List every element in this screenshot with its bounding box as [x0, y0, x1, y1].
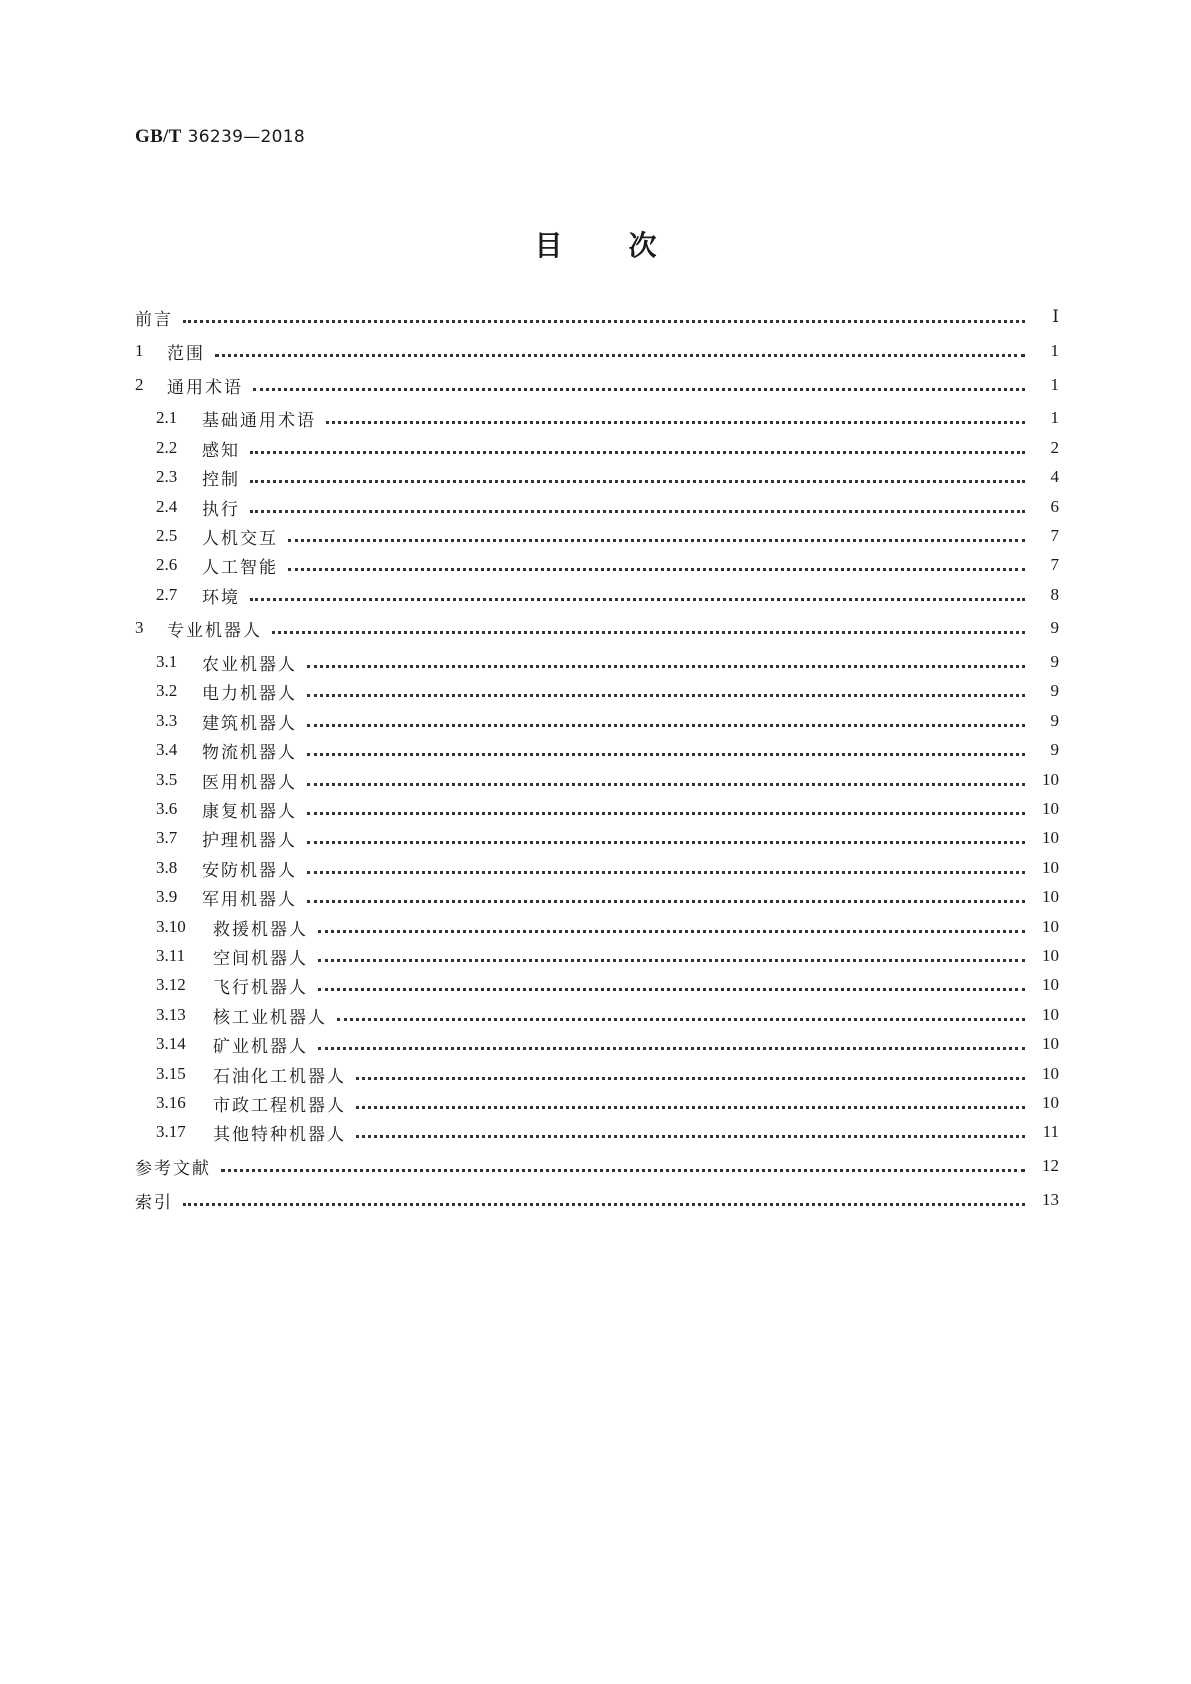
toc-entry-3-17[interactable]	[135, 1118, 1059, 1146]
dot-leader	[288, 538, 1025, 542]
dot-leader	[183, 319, 1025, 323]
toc-entry-1[interactable]	[135, 337, 1059, 365]
toc-number: 2.4	[156, 497, 178, 516]
toc-label: 救援机器人	[213, 919, 308, 940]
toc-page: 7	[1050, 555, 1059, 574]
dot-leader	[307, 870, 1025, 874]
toc-number: 3.3	[156, 711, 178, 730]
toc-page: 8	[1050, 585, 1059, 604]
toc-label: 电力机器人	[202, 683, 297, 704]
toc-label: 核工业机器人	[213, 1007, 327, 1028]
dot-leader	[356, 1105, 1025, 1109]
toc-page: 2	[1050, 438, 1059, 457]
toc-page: 12	[1042, 1156, 1059, 1175]
toc-entry-3-9[interactable]	[135, 883, 1059, 911]
toc-label: 矿业机器人	[213, 1036, 308, 1057]
toc-entry-index[interactable]	[135, 1186, 1059, 1214]
toc-page: 10	[1042, 858, 1059, 877]
toc-label: 执行	[202, 499, 240, 520]
toc-label: 基础通用术语	[202, 410, 316, 431]
toc-entry-3-13[interactable]	[135, 1001, 1059, 1029]
toc-page: 9	[1050, 618, 1059, 637]
toc-page: 7	[1050, 526, 1059, 545]
toc-page: 10	[1042, 1034, 1059, 1053]
toc-number: 3.13	[156, 1005, 186, 1024]
dot-leader	[337, 1017, 1025, 1021]
dot-leader	[356, 1076, 1025, 1080]
dot-leader	[272, 630, 1025, 634]
toc-label: 物流机器人	[202, 742, 297, 763]
toc-entry-3[interactable]	[135, 614, 1059, 642]
toc-entry-2-7[interactable]	[135, 581, 1059, 609]
toc-number: 3.12	[156, 975, 186, 994]
toc-label: 飞行机器人	[213, 977, 308, 998]
title-char-1: 目	[534, 229, 563, 262]
toc-entry-3-1[interactable]	[135, 648, 1059, 676]
toc-entry-2[interactable]	[135, 371, 1059, 399]
toc-page: 10	[1042, 946, 1059, 965]
toc-number: 3.14	[156, 1034, 186, 1053]
toc-entry-3-4[interactable]	[135, 736, 1059, 764]
toc-number: 3.16	[156, 1093, 186, 1112]
toc-page: Ⅰ	[1052, 307, 1059, 326]
toc-number: 2.5	[156, 526, 178, 545]
toc-number: 3.10	[156, 917, 186, 936]
toc-page: 10	[1042, 975, 1059, 994]
toc-entry-2-4[interactable]	[135, 493, 1059, 521]
toc-number: 2.3	[156, 467, 178, 486]
dot-leader	[307, 811, 1025, 815]
dot-leader	[253, 387, 1025, 391]
dot-leader	[318, 929, 1025, 933]
toc-entry-3-10[interactable]	[135, 913, 1059, 941]
toc-page: 10	[1042, 770, 1059, 789]
toc-number: 3.17	[156, 1122, 186, 1141]
toc-number: 2.6	[156, 555, 178, 574]
toc-page: 9	[1050, 681, 1059, 700]
dot-leader	[318, 987, 1025, 991]
dot-leader	[250, 597, 1025, 601]
toc-number: 3.7	[156, 828, 178, 847]
toc-label: 专业机器人	[167, 620, 262, 641]
toc-label: 其他特种机器人	[213, 1124, 346, 1145]
table-of-contents	[135, 0, 1059, 1684]
toc-label: 通用术语	[167, 377, 243, 398]
toc-label: 石油化工机器人	[213, 1066, 346, 1087]
toc-label: 农业机器人	[202, 654, 297, 675]
toc-page: 10	[1042, 1064, 1059, 1083]
toc-page: 10	[1042, 887, 1059, 906]
toc-label: 控制	[202, 469, 240, 490]
toc-number: 3	[135, 618, 144, 637]
toc-label: 安防机器人	[202, 860, 297, 881]
dot-leader	[307, 752, 1025, 756]
toc-number: 3.6	[156, 799, 178, 818]
toc-number: 3.15	[156, 1064, 186, 1083]
dot-leader	[307, 782, 1025, 786]
toc-entry-2-6[interactable]	[135, 551, 1059, 579]
toc-label: 人工智能	[202, 557, 278, 578]
toc-page: 1	[1050, 375, 1059, 394]
toc-page: 1	[1050, 341, 1059, 360]
dot-leader	[307, 840, 1025, 844]
toc-page: 13	[1042, 1190, 1059, 1209]
toc-entry-3-16[interactable]	[135, 1089, 1059, 1117]
dot-leader	[250, 450, 1025, 454]
dot-leader	[307, 693, 1025, 697]
toc-number: 3.4	[156, 740, 178, 759]
dot-leader	[250, 479, 1025, 483]
dot-leader	[221, 1168, 1025, 1172]
toc-entry-3-15[interactable]	[135, 1060, 1059, 1088]
toc-label: 环境	[202, 587, 240, 608]
toc-number: 2.1	[156, 408, 178, 427]
title-char-2: 次	[628, 229, 657, 262]
toc-number: 3.5	[156, 770, 178, 789]
toc-number: 3.11	[156, 946, 186, 965]
toc-page: 9	[1050, 652, 1059, 671]
dot-leader	[250, 509, 1025, 513]
dot-leader	[356, 1134, 1025, 1138]
toc-entry-2-1[interactable]	[135, 404, 1059, 432]
toc-number: 3.2	[156, 681, 178, 700]
toc-number: 1	[135, 341, 144, 360]
toc-entry-3-2[interactable]	[135, 677, 1059, 705]
toc-label: 人机交互	[202, 528, 278, 549]
toc-entry-3-14[interactable]	[135, 1030, 1059, 1058]
toc-number: 3.8	[156, 858, 178, 877]
toc-label: 前言	[135, 309, 173, 330]
dot-leader	[326, 420, 1025, 424]
dot-leader	[215, 353, 1025, 357]
toc-number: 2.7	[156, 585, 178, 604]
toc-page: 10	[1042, 799, 1059, 818]
toc-entry-2-2[interactable]	[135, 434, 1059, 462]
toc-number: 3.9	[156, 887, 178, 906]
toc-label: 军用机器人	[202, 889, 297, 910]
toc-label: 感知	[202, 440, 240, 461]
dot-leader	[183, 1202, 1025, 1206]
dot-leader	[318, 958, 1025, 962]
toc-entry-3-3[interactable]	[135, 707, 1059, 735]
dot-leader	[307, 664, 1025, 668]
toc-label: 建筑机器人	[202, 713, 297, 734]
toc-page: 4	[1050, 467, 1059, 486]
dot-leader	[307, 723, 1025, 727]
toc-entry-3-8[interactable]	[135, 854, 1059, 882]
toc-entry-3-6[interactable]	[135, 795, 1059, 823]
toc-page: 9	[1050, 711, 1059, 730]
toc-label: 索引	[135, 1192, 173, 1213]
toc-label: 范围	[167, 343, 205, 364]
toc-page: 10	[1042, 917, 1059, 936]
toc-entry-bibliography[interactable]	[135, 1152, 1059, 1180]
toc-entry-foreword[interactable]	[135, 303, 1059, 331]
toc-page: 6	[1050, 497, 1059, 516]
toc-entry-3-7[interactable]	[135, 824, 1059, 852]
dot-leader	[318, 1046, 1025, 1050]
toc-page: 10	[1042, 1005, 1059, 1024]
standard-code: 36239—2018	[187, 127, 305, 147]
toc-entry-3-11[interactable]	[135, 942, 1059, 970]
toc-page: 1	[1050, 408, 1059, 427]
toc-page: 11	[1042, 1122, 1059, 1141]
toc-page: 9	[1050, 740, 1059, 759]
toc-page: 10	[1042, 828, 1059, 847]
standard-prefix: GB/T	[135, 126, 182, 147]
toc-entry-2-3[interactable]	[135, 463, 1059, 491]
dot-leader	[307, 899, 1025, 903]
toc-label: 康复机器人	[202, 801, 297, 822]
toc-number: 2.2	[156, 438, 178, 457]
toc-label: 参考文献	[135, 1158, 211, 1179]
toc-label: 空间机器人	[213, 948, 308, 969]
toc-entry-3-12[interactable]	[135, 971, 1059, 999]
toc-entry-3-5[interactable]	[135, 766, 1059, 794]
toc-number: 3.1	[156, 652, 178, 671]
toc-label: 护理机器人	[202, 830, 297, 851]
toc-entry-2-5[interactable]	[135, 522, 1059, 550]
toc-label: 医用机器人	[202, 772, 297, 793]
toc-page: 10	[1042, 1093, 1059, 1112]
toc-label: 市政工程机器人	[213, 1095, 346, 1116]
toc-number: 2	[135, 375, 144, 394]
dot-leader	[288, 567, 1025, 571]
